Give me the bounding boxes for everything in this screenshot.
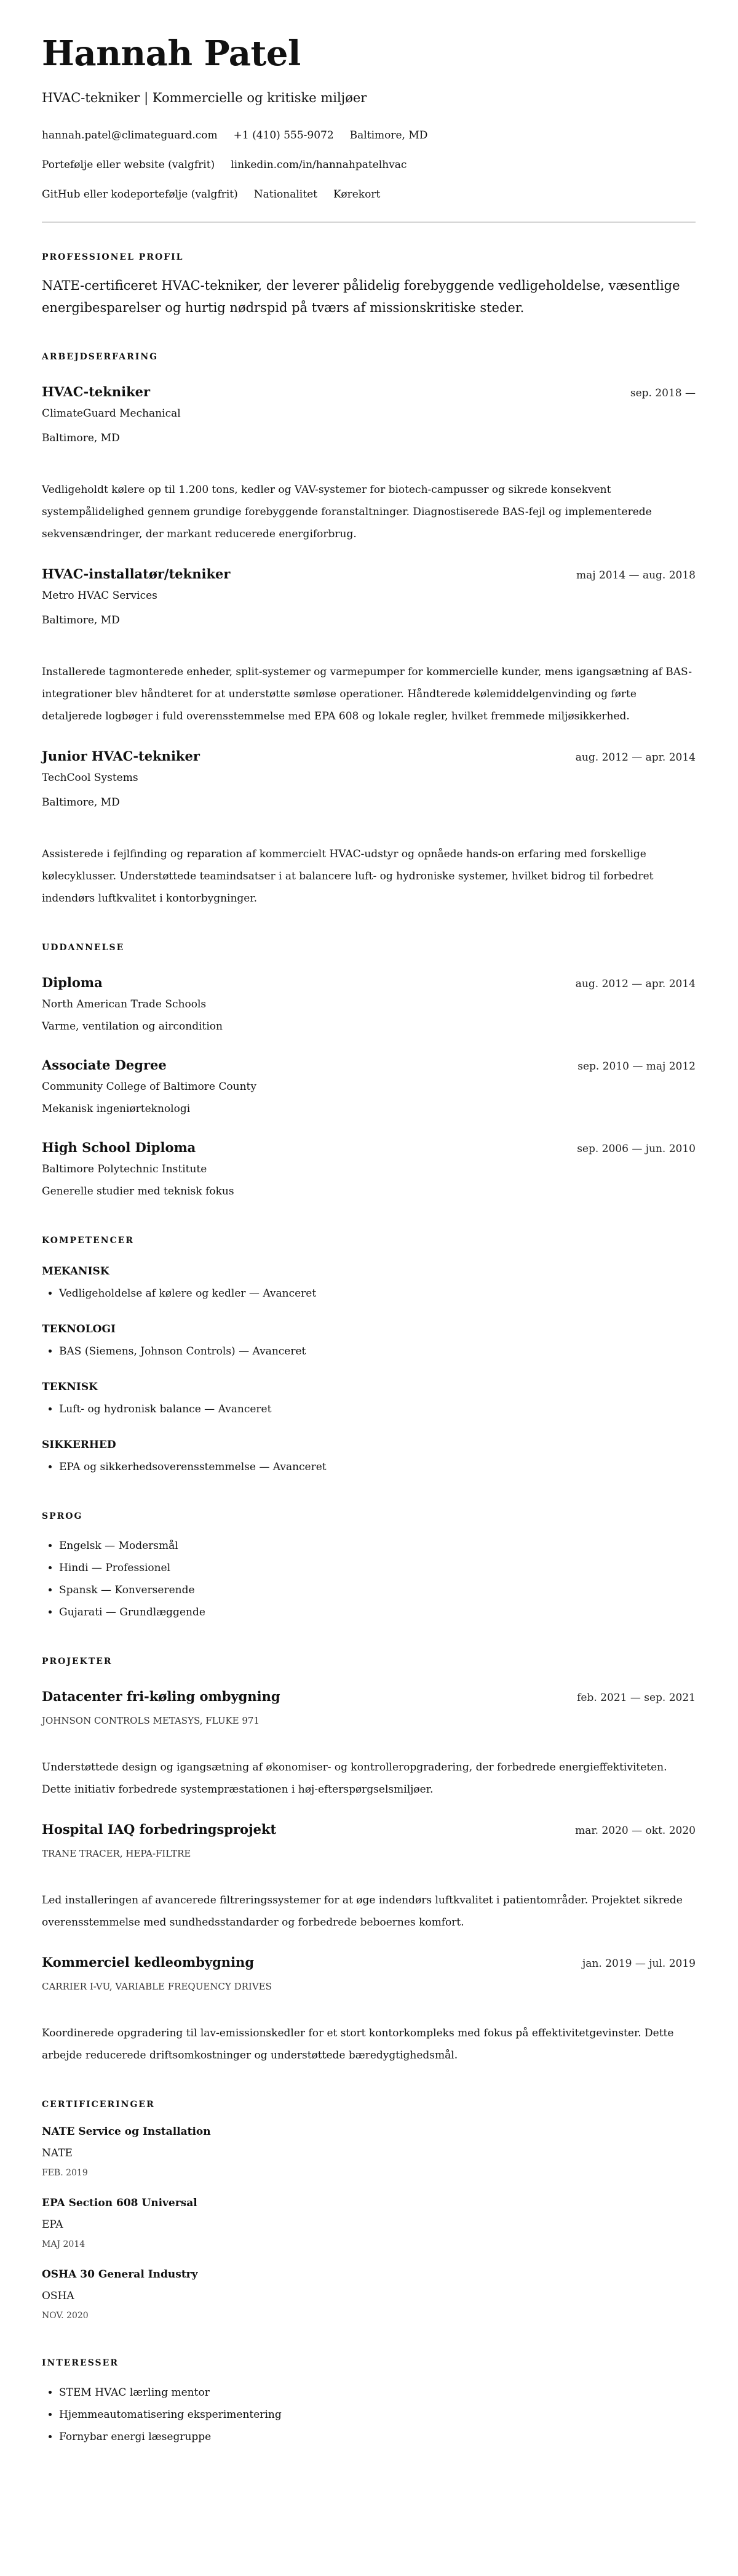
job-title: HVAC-installatør/tekniker (42, 566, 231, 582)
experience-section (42, 351, 696, 910)
project-header (42, 1819, 696, 1840)
project-technologies: TRANE TRACER, HEPA-FILTRE (42, 1848, 191, 1859)
job-description: Vedligeholdt kølere op til 1.200 tons, kedler og VAV-systemer for biotech-campusser og sikrede konsekvent systempålidelighed gennem grundige forebyggende foranstaltninger. Diagnostiserede BAS-fejl og implementerede sekvensændringer, der markant reducerede energiforbrug. (42, 484, 652, 540)
skill-category: TEKNOLOGI (42, 1323, 116, 1335)
skill-item: • EPA og sikkerhedsoverensstemmelse — Avanceret (59, 1456, 696, 1478)
field-of-study: Generelle studier med teknisk fokus (42, 1185, 234, 1198)
section-title: SPROG (42, 1511, 83, 1521)
contact-line (42, 150, 696, 180)
certification-date: MAJ 2014 (42, 2239, 85, 2249)
job-dates: sep. 2018 — (630, 387, 696, 399)
project-title: Kommerciel kedleombygning (42, 1954, 255, 1970)
headline: HVAC-tekniker | Kommercielle og kritiske miljøer (42, 90, 367, 105)
certification-name: EPA Section 608 Universal (42, 2197, 197, 2209)
contact-line (42, 121, 696, 150)
email-link[interactable]: hannah.patel@climateguard.com (42, 129, 218, 142)
certification-issuer: EPA (42, 2218, 63, 2231)
education-entry (42, 1055, 696, 1120)
degree: Associate Degree (42, 1057, 167, 1073)
nationality: Nationalitet (253, 188, 317, 201)
job-location: Baltimore, MD (42, 432, 120, 444)
skill-list (42, 1340, 696, 1362)
interest-item: • STEM HVAC lærling mentor (59, 2382, 696, 2404)
education-header (42, 972, 696, 993)
skill-item: • BAS (Siemens, Johnson Controls) — Avanceret (59, 1340, 696, 1362)
languages-list (42, 1535, 696, 1623)
education-entry (42, 972, 696, 1038)
skill-item: • Vedligeholdelse af kølere og kedler — Avanceret (59, 1282, 696, 1305)
section-title: PROFESSIONEL PROFIL (42, 252, 184, 262)
profile-summary: NATE-certificeret HVAC-tekniker, der leverer pålidelig forebyggende vedligeholdelse, væsentlige energibesparelser og hurtig nødrspid på tværs af missionskritiske steder. (42, 278, 680, 315)
job-location: Baltimore, MD (42, 614, 120, 626)
certification-entry (42, 2121, 696, 2182)
project-description: Understøttede design og igangsætning af økonomiser- og kontrolleropgradering, der forbedrede energieffektiviteten. Dette initiativ forbedrede systempræstationen i høj-efterspørgselsmiljøer. (42, 1761, 667, 1796)
section-title: PROJEKTER (42, 1657, 113, 1666)
job-header (42, 746, 696, 767)
phone: +1 (410) 555-9072 (233, 129, 334, 142)
field-of-study: Varme, ventilation og aircondition (42, 1020, 223, 1033)
skill-item: • Luft- og hydronisk balance — Avanceret (59, 1398, 696, 1420)
project-technologies: JOHNSON CONTROLS METASYS, FLUKE 971 (42, 1715, 260, 1726)
job-entry (42, 564, 696, 727)
job-title: HVAC-tekniker (42, 384, 151, 399)
degree: Diploma (42, 975, 103, 990)
project-header (42, 1952, 696, 1973)
profile-section (42, 251, 696, 319)
education-dates: sep. 2006 — jun. 2010 (577, 1143, 696, 1155)
school-name: Baltimore Polytechnic Institute (42, 1163, 207, 1175)
certification-date: FEB. 2019 (42, 2168, 88, 2178)
certification-issuer: OSHA (42, 2290, 74, 2302)
language-item: • Gujarati — Grundlæggende (59, 1601, 696, 1623)
skill-category: SIKKERHED (42, 1439, 116, 1451)
linkedin-link[interactable]: linkedin.com/in/hannahpatelhvac (231, 159, 407, 171)
candidate-name: Hannah Patel (42, 33, 301, 74)
language-item: • Spansk — Konverserende (59, 1579, 696, 1601)
certification-date: NOV. 2020 (42, 2311, 89, 2321)
job-description: Installerede tagmonterede enheder, split-systemer og varmepumper for kommercielle kunder, mens igangsætning af BAS-integrationer blev håndteret for at understøtte sømløse operationer. Håndterede kølemiddelgenvinding og førte detaljerede logbøger i fuld overensstemmelse med EPA 608 og lokale regler, hvilket fremmede miljøsikkerhed. (42, 666, 692, 722)
company-name: TechCool Systems (42, 772, 138, 784)
section-title: KOMPETENCER (42, 1236, 135, 1246)
language-item: • Engelsk — Modersmål (59, 1535, 696, 1557)
job-entry (42, 382, 696, 545)
section-title: INTERESSER (42, 2358, 119, 2368)
field-of-study: Mekanisk ingeniørteknologi (42, 1103, 191, 1115)
github-link[interactable]: GitHub eller kodeportefølje (valgfrit) (42, 188, 238, 201)
company-name: ClimateGuard Mechanical (42, 407, 181, 420)
projects-section (42, 1655, 696, 2066)
project-entry (42, 1686, 696, 1801)
portfolio-link[interactable]: Portefølje eller website (valgfrit) (42, 159, 215, 171)
skill-list (42, 1456, 696, 1478)
section-title: UDDANNELSE (42, 943, 125, 953)
interests-section (42, 2357, 696, 2448)
project-dates: mar. 2020 — okt. 2020 (575, 1825, 696, 1837)
drivers-license: Kørekort (333, 188, 381, 201)
degree: High School Diploma (42, 1140, 196, 1155)
skill-category: TEKNISK (42, 1381, 98, 1393)
education-section (42, 942, 696, 1202)
project-entry (42, 1819, 696, 1934)
resume-header (42, 32, 696, 223)
header-divider (42, 222, 696, 223)
project-description: Koordinerede opgradering til lav-emissionskedler for et stort kontorkompleks med fokus på effektivitetgevinster. Dette arbejde reducerede driftsomkostninger og understøttede bæredygtighedsmål. (42, 2027, 674, 2062)
project-description: Led installeringen af avancerede filtreringssystemer for at øge indendørs luftkvalitet i patientområder. Projektet sikrede overensstemmelse med sundhedsstandarder og forbedrede beboernes komfort. (42, 1894, 683, 1929)
project-dates: jan. 2019 — jul. 2019 (582, 1958, 696, 1970)
job-dates: aug. 2012 — apr. 2014 (575, 751, 696, 764)
project-entry (42, 1952, 696, 2066)
skill-category: MEKANISK (42, 1265, 109, 1278)
job-header (42, 382, 696, 402)
location: Baltimore, MD (349, 129, 428, 142)
education-dates: aug. 2012 — apr. 2014 (575, 978, 696, 990)
skills-section (42, 1234, 696, 1478)
certification-name: NATE Service og Installation (42, 2126, 211, 2138)
education-header (42, 1137, 696, 1158)
company-name: Metro HVAC Services (42, 590, 157, 602)
job-title: Junior HVAC-tekniker (42, 748, 200, 764)
education-entry (42, 1137, 696, 1202)
education-dates: sep. 2010 — maj 2012 (577, 1060, 696, 1073)
project-header (42, 1686, 696, 1707)
school-name: Community College of Baltimore County (42, 1081, 256, 1093)
project-technologies: CARRIER I-VU, VARIABLE FREQUENCY DRIVES (42, 1981, 272, 1992)
language-item: • Hindi — Professionel (59, 1557, 696, 1579)
job-location: Baltimore, MD (42, 796, 120, 809)
skill-list (42, 1282, 696, 1305)
certification-entry (42, 2263, 696, 2325)
interests-list (42, 2382, 696, 2448)
project-title: Datacenter fri-køling ombygning (42, 1689, 280, 1704)
certifications-section (42, 2098, 696, 2325)
interest-item: • Fornybar energi læsegruppe (59, 2426, 696, 2448)
education-header (42, 1055, 696, 1076)
certification-issuer: NATE (42, 2147, 73, 2159)
certification-entry (42, 2192, 696, 2254)
certification-name: OSHA 30 General Industry (42, 2268, 198, 2281)
project-title: Hospital IAQ forbedringsprojekt (42, 1822, 277, 1837)
interest-item: • Hjemmeautomatisering eksperimentering (59, 2404, 696, 2426)
school-name: North American Trade Schools (42, 998, 207, 1010)
section-title: CERTIFICERINGER (42, 2100, 155, 2110)
section-title: ARBEJDSERFARING (42, 352, 159, 362)
job-dates: maj 2014 — aug. 2018 (576, 569, 696, 582)
job-header (42, 564, 696, 585)
languages-section (42, 1510, 696, 1623)
job-description: Assisterede i fejlfinding og reparation af kommercielt HVAC-udstyr og opnåede hands-on erfaring med forskellige kølecyklusser. Understøttede teamindsatser i at balancere luft- og hydroniske systemer, hvilket bidrog til forbedret indendørs luftkvalitet i kontorbygninger. (42, 848, 654, 905)
job-entry (42, 746, 696, 910)
contact-info (42, 121, 696, 209)
contact-line (42, 180, 696, 209)
project-dates: feb. 2021 — sep. 2021 (577, 1692, 696, 1704)
skill-list (42, 1398, 696, 1420)
